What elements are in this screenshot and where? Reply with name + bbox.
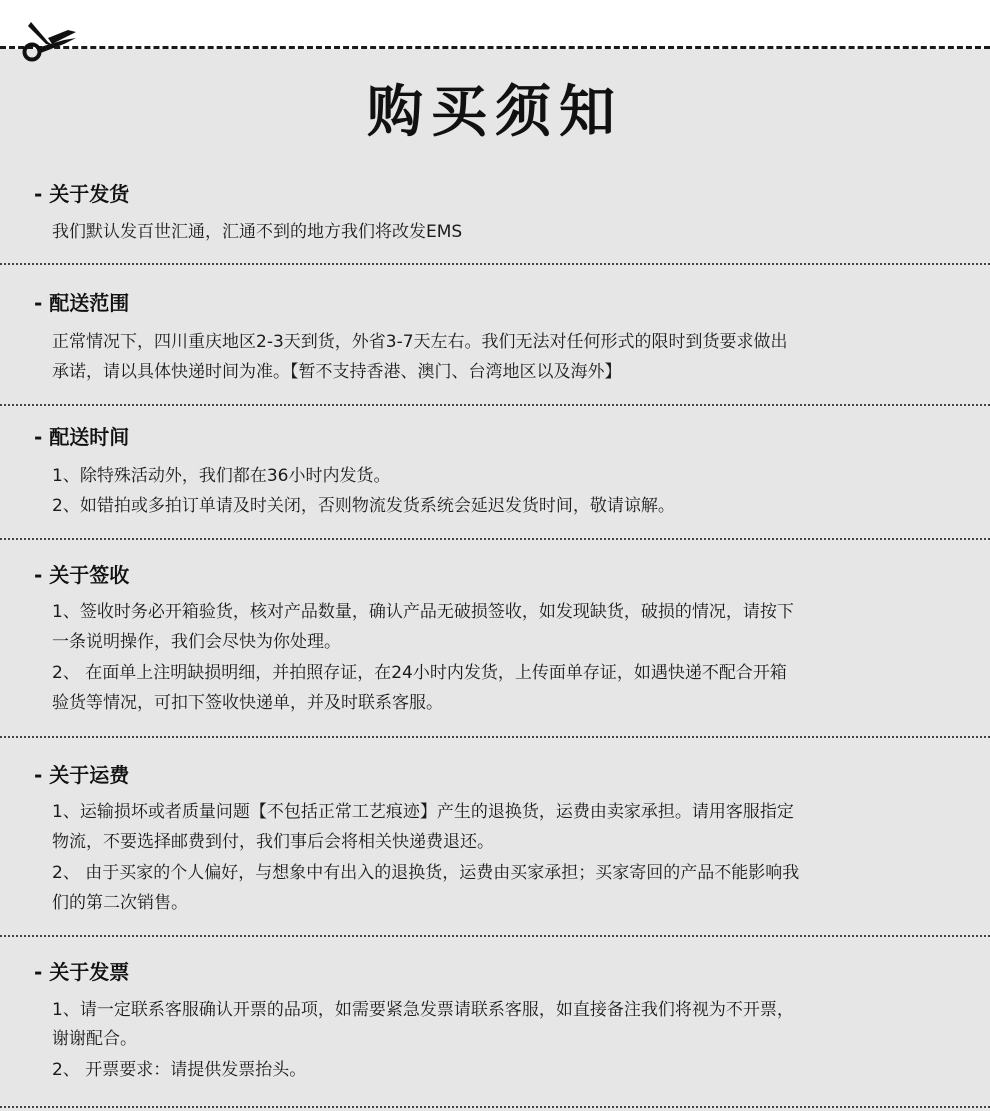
section-title-receipt: - 关于签收 — [34, 563, 130, 587]
section-title-invoice: - 关于发票 — [34, 960, 130, 984]
receipt-line-1: 1、签收时务必开箱验货，核对产品数量，确认产品无破损签收，如发现缺货，破损的情况，请按下 — [52, 602, 794, 622]
section-divider — [0, 1106, 990, 1108]
scissors-icon — [18, 14, 80, 66]
invoice-line-2: 谢谢配合。 — [52, 1029, 137, 1049]
notice-panel — [0, 49, 990, 1111]
freight-line-2: 物流，不要选择邮费到付，我们事后会将相关快递费退还。 — [52, 832, 494, 852]
section-title-delivery-time: - 配送时间 — [34, 425, 130, 449]
section-title-freight: - 关于运费 — [34, 763, 130, 787]
page-title: 购买须知 — [367, 80, 623, 145]
section-title-shipping: - 关于发货 — [34, 182, 130, 206]
section-title-delivery-range: - 配送范围 — [34, 291, 130, 315]
delivery-time-line-1: 1、除特殊活动外，我们都在36小时内发货。 — [52, 466, 391, 486]
freight-line-4: 们的第二次销售。 — [52, 893, 188, 913]
freight-line-3: 2、 由于买家的个人偏好，与想象中有出入的退换货，运费由买家承担；买家寄回的产品不能影响我 — [52, 863, 800, 883]
receipt-line-3: 2、 在面单上注明缺损明细，并拍照存证，在24小时内发货，上传面单存证，如遇快递不配合开箱 — [52, 663, 787, 683]
receipt-line-4: 验货等情况，可扣下签收快递单，并及时联系客服。 — [52, 693, 443, 713]
section-divider — [0, 263, 990, 265]
receipt-line-2: 一条说明操作，我们会尽快为你处理。 — [52, 632, 341, 652]
delivery-range-line-1: 正常情况下，四川重庆地区2-3天到货，外省3-7天左右。我们无法对任何形式的限时到货要求做出 — [52, 332, 788, 352]
delivery-range-line-2: 承诺，请以具体快递时间为准。【暂不支持香港、澳门、台湾地区以及海外】 — [52, 362, 622, 382]
freight-line-1: 1、运输损坏或者质量问题【不包括正常工艺痕迹】产生的退换货，运费由卖家承担。请用客服指定 — [52, 802, 794, 822]
invoice-line-3: 2、 开票要求：请提供发票抬头。 — [52, 1060, 307, 1080]
section-divider — [0, 736, 990, 738]
section-divider — [0, 404, 990, 406]
shipping-line-1: 我们默认发百世汇通，汇通不到的地方我们将改发EMS — [52, 222, 463, 242]
cut-line — [0, 46, 990, 49]
invoice-line-1: 1、请一定联系客服确认开票的品项，如需要紧急发票请联系客服，如直接备注我们将视为不开票， — [52, 1000, 794, 1020]
section-divider — [0, 935, 990, 937]
delivery-time-line-2: 2、如错拍或多拍订单请及时关闭，否则物流发货系统会延迟发货时间，敬请谅解。 — [52, 496, 675, 516]
section-divider — [0, 538, 990, 540]
top-strip — [0, 0, 990, 48]
